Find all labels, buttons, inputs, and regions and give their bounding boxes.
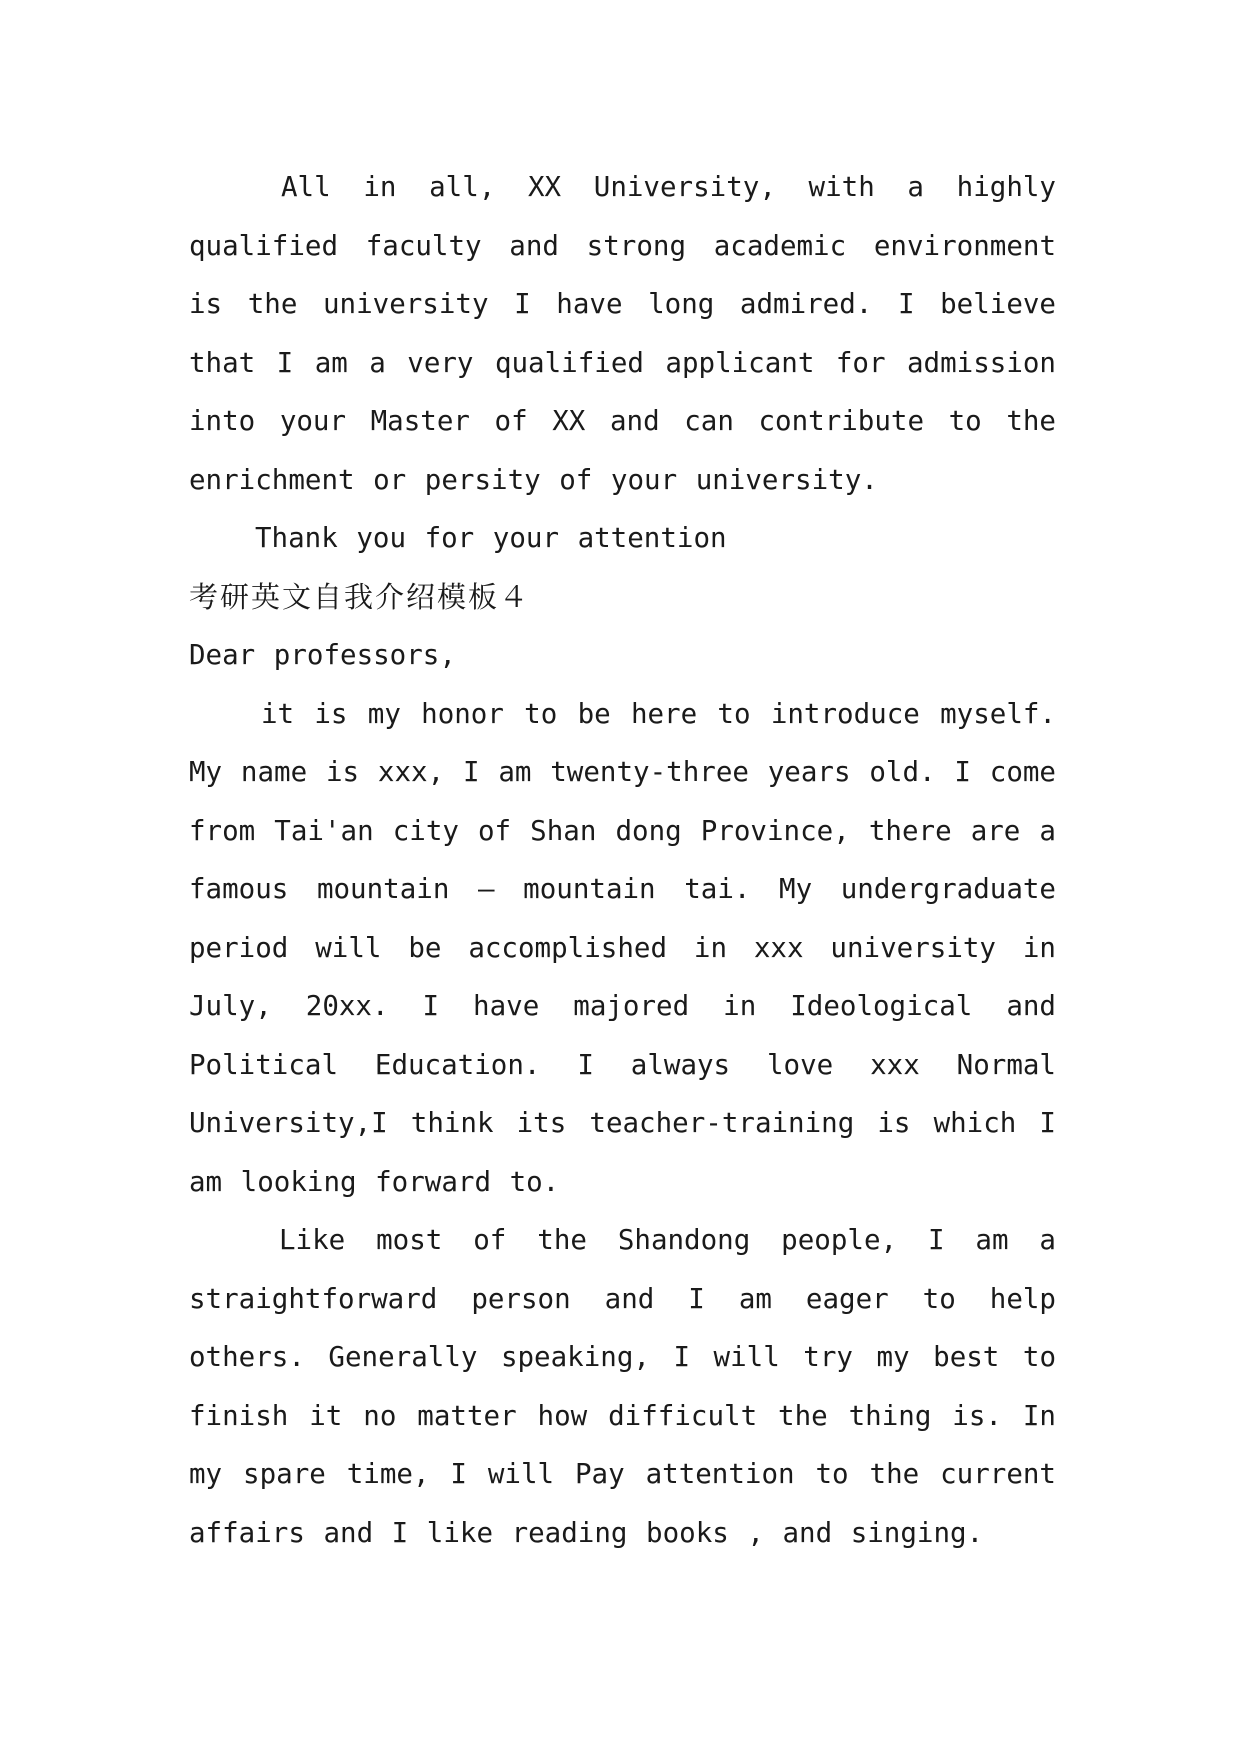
- thanks-line: Thank you for your attention: [255, 522, 727, 554]
- document-page: [189, 158, 1056, 1562]
- introduction-paragraph: it is my honor to be here to introduce myself. My name is xxx, I am twenty-three years old. I come from Tai'an city of Shan dong Province, there are a famous mountain – mountain tai. My undergraduate period will be accomplished in xxx university in July, 20xx. I have majored in Ideological and Political Education. I always love xxx Normal University,I think its teacher-training is which I am looking forward to.: [189, 697, 1056, 1198]
- salutation: Dear professors,: [189, 639, 456, 671]
- personality-paragraph: Like most of the Shandong people, I am a straightforward person and I am eager to help others. Generally speaking, I will try my best to finish it no matter how difficult the thing is. In my spare time, I will Pay attention to the current affairs and I like reading books , and singing.: [189, 1224, 1056, 1549]
- closing-paragraph: All in all, XX University, with a highly qualified faculty and strong academic environment is the university I have long admired. I believe that I am a very qualified applicant for admission into your Master of XX and can contribute to the enrichment or persity of your university.: [189, 171, 1056, 496]
- section-heading: 考研英文自我介绍模板４: [189, 579, 531, 614]
